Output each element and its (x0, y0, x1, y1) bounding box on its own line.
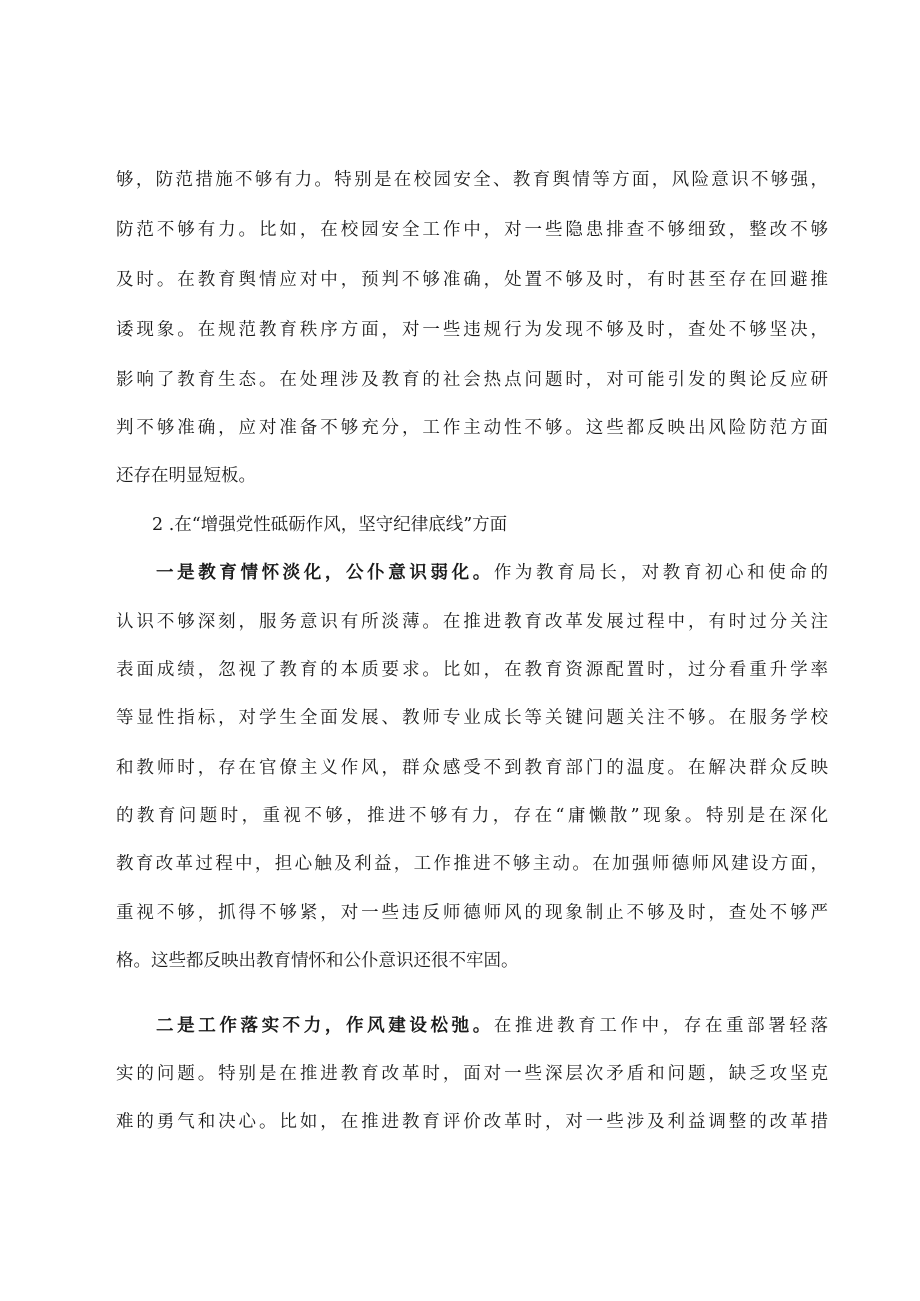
text-line: 影响了教育生态。在处理涉及教育的社会热点问题时，对可能引发的舆论反应研 (116, 370, 828, 390)
text-line: 实的问题。特别是在推进教育改革时，面对一些深层次矛盾和问题，缺乏攻坚克 (116, 1064, 828, 1084)
text-line: 教育改革过程中，担心触及利益，工作推进不够主动。在加强师德师风建设方面， (116, 854, 828, 874)
text-line: 和教师时，存在官僚主义作风，群众感受不到教育部门的温度。在解决群众反映 (116, 758, 828, 778)
text-line: 防范不够有力。比如，在校园安全工作中，对一些隐患排查不够细致，整改不够 (116, 220, 828, 240)
text-line-first (156, 555, 828, 591)
section-heading: 2 .在“增强党性砥砺作风，坚守纪律底线”方面 (152, 515, 508, 535)
text-line: 诿现象。在规范教育秩序方面，对一些违规行为发现不够及时，查处不够坚决， (116, 320, 828, 340)
text-line: 及时。在教育舆情应对中，预判不够准确，处置不够及时，有时甚至存在回避推 (116, 270, 828, 290)
text-line: 重视不够，抓得不够紧，对一些违反师德师风的现象制止不够及时，查处不够严 (116, 903, 828, 923)
text-line: 判不够准确，应对准备不够充分，工作主动性不够。这些都反映出风险防范方面 (116, 418, 828, 438)
paragraph-lead: 二是工作落实不力，作风建设松弛。 (156, 1016, 494, 1036)
text-line: 表面成绩，忽视了教育的本质要求。比如，在教育资源配置时，过分看重升学率 (116, 660, 828, 680)
text-line: 等显性指标，对学生全面发展、教师专业成长等关键问题关注不够。在服务学校 (116, 708, 828, 728)
text-run: 在推进教育工作中，存在重部署轻落 (493, 1016, 828, 1036)
text-line: 格。这些都反映出教育情怀和公仆意识还很不牢固。 (116, 951, 519, 971)
text-line: 够，防范措施不够有力。特别是在校园安全、教育舆情等方面，风险意识不够强， (116, 170, 828, 190)
text-line: 认识不够深刻，服务意识有所淡薄。在推进教育改革发展过程中，有时过分关注 (116, 612, 828, 632)
text-run: 作为教育局长，对教育初心和使命的 (493, 563, 828, 583)
text-line-first (156, 1008, 828, 1044)
text-line: 难的勇气和决心。比如，在推进教育评价改革时，对一些涉及利益调整的改革措 (116, 1112, 828, 1132)
paragraph-lead: 一是教育情怀淡化，公仆意识弱化。 (156, 563, 494, 583)
text-line: 的教育问题时，重视不够，推进不够有力，存在“庸懒散”现象。特别是在深化 (116, 806, 828, 826)
text-line: 还存在明显短板。 (116, 466, 256, 486)
